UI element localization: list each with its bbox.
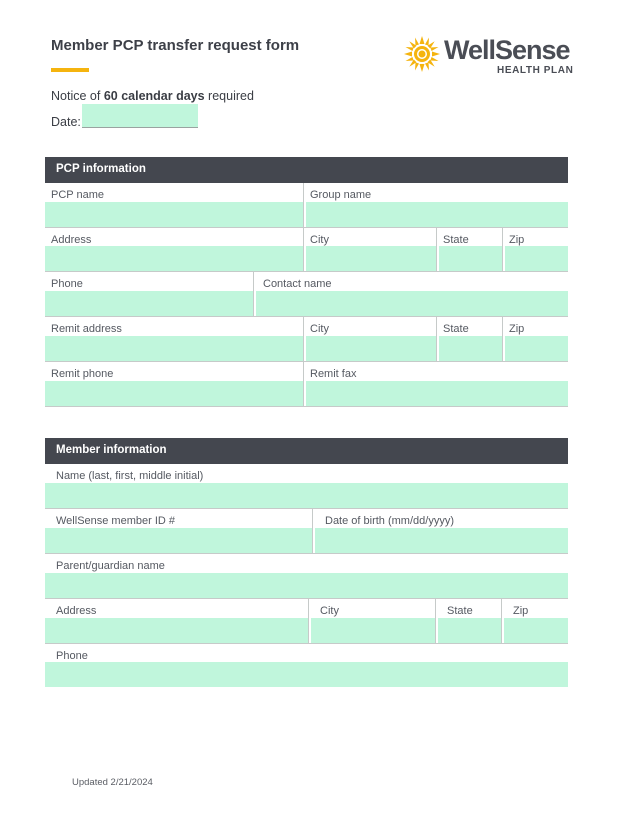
dob-field[interactable] (315, 528, 568, 553)
pcp-phone-field[interactable] (45, 291, 253, 316)
member-section-title: Member information (56, 444, 167, 456)
remit-address-field[interactable] (45, 336, 303, 361)
remit-fax-label: Remit fax (310, 368, 357, 380)
member-city-field[interactable] (311, 618, 435, 643)
pcp-phone-cell (45, 272, 253, 317)
member-address-cell (45, 599, 308, 644)
pcp-state-field[interactable] (439, 246, 502, 271)
member-address-field[interactable] (45, 618, 308, 643)
pcp-city-cell (303, 228, 436, 272)
group-name-cell (303, 183, 568, 228)
logo-subtitle: HEALTH PLAN (497, 65, 574, 76)
sun-icon (404, 36, 440, 72)
date-label: Date: (51, 115, 81, 129)
member-name-label: Name (last, first, middle initial) (56, 470, 204, 482)
member-zip-label: Zip (513, 605, 529, 617)
contact-name-label: Contact name (263, 278, 332, 290)
member-address-label: Address (56, 605, 97, 617)
wellsense-logo (404, 34, 574, 76)
pcp-zip-cell (502, 228, 568, 272)
page-title: Member PCP transfer request form (51, 37, 300, 54)
remit-phone-cell (45, 362, 303, 407)
row-divider (45, 406, 568, 407)
pcp-section-title: PCP information (56, 163, 146, 175)
remit-zip-field[interactable] (505, 336, 568, 361)
member-zip-field[interactable] (504, 618, 568, 643)
remit-state-label: State (443, 323, 469, 335)
pcp-name-cell (45, 183, 303, 228)
remit-zip-cell (502, 317, 568, 362)
member-id-label: WellSense member ID # (56, 515, 176, 527)
member-state-label: State (447, 605, 473, 617)
notice-bold: 60 calendar days (103, 89, 205, 103)
pcp-zip-field[interactable] (505, 246, 568, 271)
remit-city-cell (303, 317, 436, 362)
pcp-zip-label: Zip (509, 234, 525, 246)
remit-phone-field[interactable] (45, 381, 303, 406)
member-zip-cell (501, 599, 568, 644)
pcp-city-label: City (310, 234, 329, 246)
member-state-field[interactable] (438, 618, 501, 643)
guardian-cell (45, 554, 568, 599)
notice-text (51, 89, 254, 103)
remit-city-label: City (310, 323, 329, 335)
member-section-header (45, 438, 568, 464)
contact-name-field[interactable] (256, 291, 568, 316)
remit-phone-label: Remit phone (51, 368, 114, 380)
remit-address-cell (45, 317, 303, 362)
remit-state-field[interactable] (439, 336, 502, 361)
member-city-cell (308, 599, 435, 644)
pcp-state-label: State (443, 234, 469, 246)
remit-zip-label: Zip (509, 323, 525, 335)
remit-fax-field[interactable] (306, 381, 568, 406)
pcp-address-cell (45, 228, 303, 272)
member-state-cell (435, 599, 501, 644)
guardian-field[interactable] (45, 573, 568, 598)
updated-date: Updated 2/21/2024 (72, 777, 153, 788)
member-phone-field[interactable] (45, 662, 568, 687)
member-name-field[interactable] (45, 483, 568, 508)
notice-suffix: required (204, 89, 254, 103)
member-phone-cell (45, 644, 568, 688)
remit-state-cell (436, 317, 502, 362)
logo-wordmark: WellSense (444, 35, 570, 65)
member-city-label: City (320, 605, 339, 617)
member-id-field[interactable] (45, 528, 312, 553)
pcp-name-label: PCP name (51, 189, 104, 201)
notice-prefix: Notice of (51, 89, 104, 103)
remit-address-label: Remit address (51, 323, 122, 335)
guardian-label: Parent/guardian name (56, 560, 165, 572)
pcp-address-label: Address (51, 234, 92, 246)
dob-cell (312, 509, 568, 554)
member-phone-label: Phone (56, 650, 88, 662)
pcp-section-header (45, 157, 568, 183)
member-id-cell (45, 509, 312, 554)
pcp-name-field[interactable] (45, 202, 303, 227)
dob-label: Date of birth (mm/dd/yyyy) (325, 515, 454, 527)
date-field[interactable] (82, 104, 198, 128)
remit-fax-cell (303, 362, 568, 407)
pcp-address-field[interactable] (45, 246, 303, 271)
contact-name-cell (253, 272, 568, 317)
group-name-label: Group name (310, 189, 372, 201)
pcp-city-field[interactable] (306, 246, 436, 271)
member-name-cell (45, 464, 568, 509)
remit-city-field[interactable] (306, 336, 436, 361)
pcp-phone-label: Phone (51, 278, 83, 290)
pcp-state-cell (436, 228, 502, 272)
group-name-field[interactable] (306, 202, 568, 227)
title-accent-bar (51, 68, 89, 72)
